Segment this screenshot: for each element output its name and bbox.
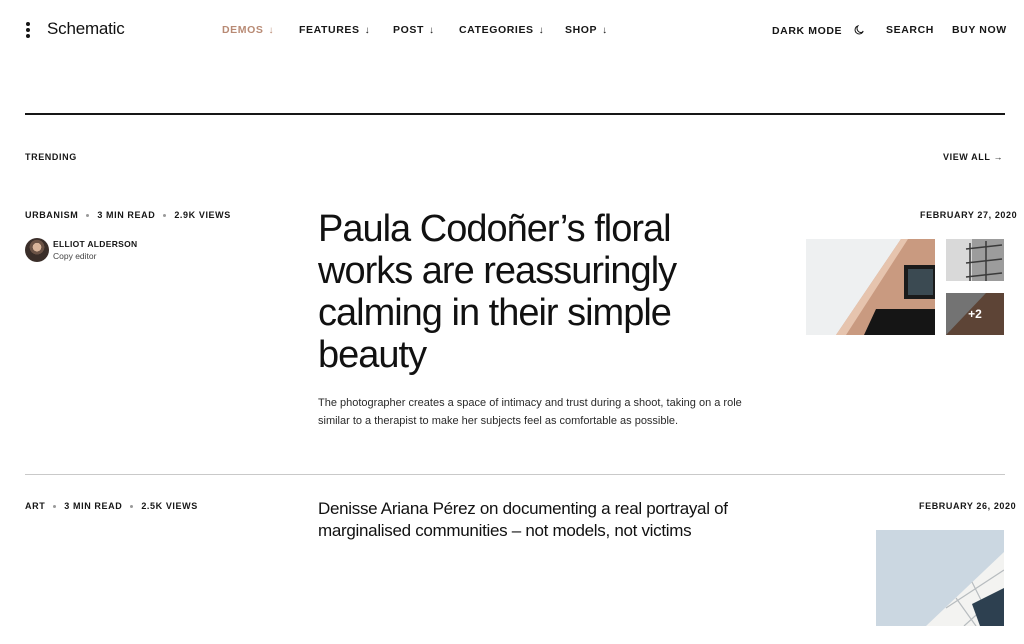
moon-icon [854, 24, 865, 35]
section-title: TRENDING [25, 152, 77, 162]
arrow-right-icon: → [993, 152, 1004, 162]
gallery-more-count: +2 [968, 307, 982, 321]
nav-item-features[interactable] [299, 24, 370, 36]
nav-item-label: SHOP [565, 24, 598, 36]
post-divider [25, 474, 1005, 475]
arrow-down-icon: ↓ [602, 25, 608, 36]
nav-item-label: POST [393, 24, 424, 36]
nav-item-categories[interactable] [459, 24, 544, 36]
post-date: FEBRUARY 27, 2020 [920, 210, 1018, 220]
post-excerpt: The photographer creates a space of intimacy and trust during a shoot, taking on a role similar to a therapist to make her subjects feel as comfortable as possible. [318, 397, 742, 427]
gallery-thumbnail[interactable] [946, 239, 1004, 281]
post-meta [25, 501, 198, 511]
category-link[interactable]: ART [25, 501, 46, 511]
dark-mode-label: DARK MODE [772, 25, 843, 37]
post-title[interactable]: Paula Codoñer’s floral works are reassuringly calming in their simple beauty [318, 208, 677, 376]
nav-item-post[interactable] [393, 24, 435, 36]
nav-item-label: FEATURES [299, 24, 360, 36]
search-link[interactable]: SEARCH [886, 24, 934, 36]
post-image[interactable] [876, 530, 1004, 626]
read-time: 3 MIN READ [64, 501, 123, 511]
separator-dot [130, 505, 133, 508]
nav-item-label: CATEGORIES [459, 24, 534, 36]
menu-icon[interactable] [25, 22, 31, 38]
separator-dot [53, 505, 56, 508]
post-title[interactable]: Denisse Ariana Pérez on documenting a real portrayal of marginalised communities – not models, not victims [318, 499, 728, 540]
arrow-down-icon: ↓ [268, 25, 275, 36]
separator-dot [86, 214, 89, 217]
separator-dot [163, 214, 166, 217]
buy-now-link[interactable]: BUY NOW [952, 24, 1007, 36]
avatar[interactable] [25, 238, 49, 262]
view-all-link[interactable] [943, 152, 1003, 162]
author-name[interactable]: ELLIOT ALDERSON [53, 239, 138, 249]
building-image [806, 239, 935, 335]
view-count: 2.5K VIEWS [141, 501, 198, 511]
read-time: 3 MIN READ [97, 210, 156, 220]
post-date: FEBRUARY 26, 2020 [919, 501, 1017, 511]
view-count: 2.9K VIEWS [174, 210, 231, 220]
dark-mode-toggle[interactable] [772, 24, 865, 37]
post-meta [25, 210, 231, 220]
site-logo[interactable]: Schematic [47, 19, 125, 38]
arrow-down-icon: ↓ [429, 25, 435, 36]
nav-item-demos[interactable] [222, 24, 274, 36]
nav-item-label: DEMOS [222, 24, 264, 36]
building-image [876, 530, 1004, 626]
section-divider [25, 113, 1005, 115]
post-image[interactable] [806, 239, 935, 335]
category-link[interactable]: URBANISM [25, 210, 79, 220]
nav-item-shop[interactable] [565, 24, 608, 36]
arrow-down-icon: ↓ [538, 25, 545, 36]
author-role: Copy editor [53, 251, 97, 261]
arrow-down-icon: ↓ [364, 25, 371, 36]
fire-escape-image [946, 239, 1004, 281]
view-all-label: VIEW ALL [943, 152, 991, 162]
gallery-more-thumbnail[interactable] [946, 293, 1004, 335]
